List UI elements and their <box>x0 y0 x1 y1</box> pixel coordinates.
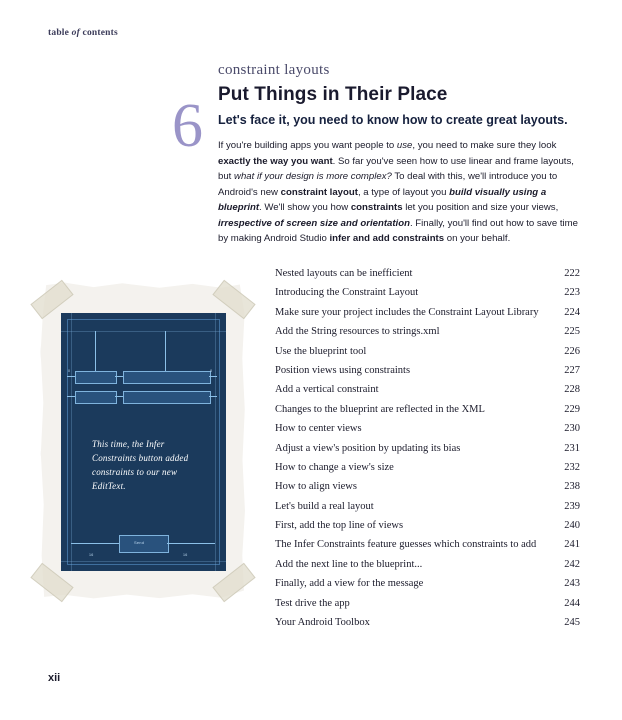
toc-entry-label: Changes to the blueprint are reflected in the XML <box>275 403 485 415</box>
intro-segment-2: , you need to make sure they look <box>412 140 557 151</box>
toc-list <box>275 268 580 636</box>
toc-entry-label: How to change a view's size <box>275 461 394 473</box>
toc-entry-page: 223 <box>564 287 580 299</box>
running-head <box>48 28 118 38</box>
figure-photo <box>40 282 246 602</box>
blueprint-bottom-left-dim: 16 <box>89 553 94 557</box>
toc-entry-label: How to center views <box>275 423 362 435</box>
toc-entry[interactable] <box>275 578 580 597</box>
chapter-deck: Let's face it, you need to know how to create great layouts. <box>218 113 568 127</box>
blueprint-widget-1 <box>75 371 117 384</box>
toc-entry-label: Nested layouts can be inefficient <box>275 268 413 279</box>
folio-page-number: xii <box>48 672 61 684</box>
running-head-part1: table <box>48 28 72 38</box>
toc-entry-page: 232 <box>564 461 580 473</box>
toc-entry-label: Add the next line to the blueprint... <box>275 558 423 570</box>
chapter-kicker: constraint layouts <box>218 62 330 78</box>
toc-entry[interactable] <box>275 404 580 423</box>
blueprint-screenshot <box>61 313 226 571</box>
toc-entry-label: Introducing the Constraint Layout <box>275 287 419 299</box>
toc-entry-label: Your Android Toolbox <box>275 617 370 629</box>
toc-entry-label: Use the blueprint tool <box>275 345 367 357</box>
toc-entry-page: 225 <box>564 326 580 338</box>
toc-entry[interactable] <box>275 559 580 578</box>
blueprint-bottom-right-dim: 16 <box>183 553 188 557</box>
toc-entry-page: 243 <box>564 578 580 590</box>
intro-segment-14: . Finally, you'll find out how to save time by making Android Studio <box>218 217 578 245</box>
blueprint-widget-label: Send <box>134 540 145 545</box>
blueprint-widget-4 <box>123 391 211 404</box>
intro-segment-4: . So far you've seen how to use linear and frame layouts, but <box>218 155 574 183</box>
toc-entry-label: Make sure your project includes the Constraint Layout Library <box>275 306 539 318</box>
toc-entry-label: The Infer Constraints feature guesses which constraints to add <box>275 539 537 551</box>
intro-segment-5: what if your design is more complex? <box>234 171 392 183</box>
blueprint-widget-2 <box>123 371 211 384</box>
running-head-part3: contents <box>82 28 118 38</box>
toc-entry-label: First, add the top line of views <box>275 520 404 532</box>
toc-entry-label: Add the String resources to strings.xml <box>275 326 440 338</box>
toc-entry[interactable] <box>275 307 580 326</box>
intro-segment-6: To deal with this, we'll introduce you to Android's new <box>218 171 558 198</box>
toc-entry-page: 227 <box>564 364 580 376</box>
toc-entry-page: 238 <box>564 481 580 493</box>
toc-entry[interactable] <box>275 598 580 617</box>
toc-entry[interactable] <box>275 384 580 403</box>
toc-entry[interactable] <box>275 268 580 287</box>
intro-segment-12: let you position and size your views, <box>402 202 559 214</box>
toc-entry[interactable] <box>275 617 580 636</box>
toc-entry-label: Let's build a real layout <box>275 500 374 512</box>
toc-entry-page: 231 <box>564 442 580 454</box>
intro-segment-8: , a type of layout you <box>357 186 450 198</box>
intro-segment-13: irrespective of screen size and orientation <box>218 217 410 229</box>
toc-entry[interactable] <box>275 326 580 345</box>
toc-entry[interactable] <box>275 365 580 384</box>
toc-entry[interactable] <box>275 287 580 306</box>
toc-entry-label: Adjust a view's position by updating its bias <box>275 442 461 454</box>
toc-entry[interactable] <box>275 346 580 365</box>
toc-entry-page: 222 <box>564 268 580 279</box>
intro-segment-10: . We'll show you how <box>259 202 351 214</box>
toc-entry-page: 244 <box>564 597 580 609</box>
toc-entry-label: Test drive the app <box>275 597 350 609</box>
toc-entry-label: Add a vertical constraint <box>275 384 379 396</box>
intro-segment-3: exactly the way you want <box>218 155 333 167</box>
toc-entry-label: How to align views <box>275 481 357 493</box>
toc-entry-label: Position views using constraints <box>275 364 411 376</box>
toc-entry-page: 228 <box>564 384 580 396</box>
intro-segment-15: infer and add constraints <box>329 233 445 245</box>
toc-entry-page: 226 <box>564 345 580 357</box>
intro-segment-0: If you're building apps you want people to <box>218 140 397 151</box>
toc-entry[interactable] <box>275 520 580 539</box>
toc-entry-label: Finally, add a view for the message <box>275 578 424 590</box>
toc-entry[interactable] <box>275 501 580 520</box>
chapter-number: 6 <box>172 92 203 160</box>
running-head-part2: of <box>71 28 83 38</box>
toc-entry-page: 245 <box>564 617 580 629</box>
toc-entry-page: 241 <box>564 539 580 551</box>
intro-segment-11: constraints <box>350 202 403 214</box>
toc-entry-page: 229 <box>564 403 580 415</box>
toc-entry-page: 242 <box>564 558 580 570</box>
toc-entry[interactable] <box>275 443 580 462</box>
intro-segment-16: on your behalf. <box>444 233 511 245</box>
toc-entry[interactable] <box>275 462 580 481</box>
toc-entry-page: 239 <box>564 500 580 512</box>
toc-entry[interactable] <box>275 539 580 558</box>
blueprint-left-dim: 0 <box>68 369 71 373</box>
figure-caption: This time, the Infer Constraints button added constraints to our new EditText. <box>92 439 189 491</box>
toc-entry-page: 230 <box>564 423 580 435</box>
intro-segment-9: build visually using a blueprint <box>218 186 547 214</box>
blueprint-widget-3 <box>75 391 117 404</box>
page-title: Put Things in Their Place <box>218 84 448 105</box>
intro-segment-7: constraint layout <box>280 186 358 198</box>
blueprint-right-dim: 8 <box>210 369 213 373</box>
intro-segment-1: use <box>396 140 413 151</box>
chapter-intro <box>218 138 580 247</box>
toc-entry-page: 240 <box>564 520 580 532</box>
toc-entry[interactable] <box>275 423 580 442</box>
toc-entry[interactable] <box>275 481 580 500</box>
toc-entry-page: 224 <box>564 306 580 318</box>
